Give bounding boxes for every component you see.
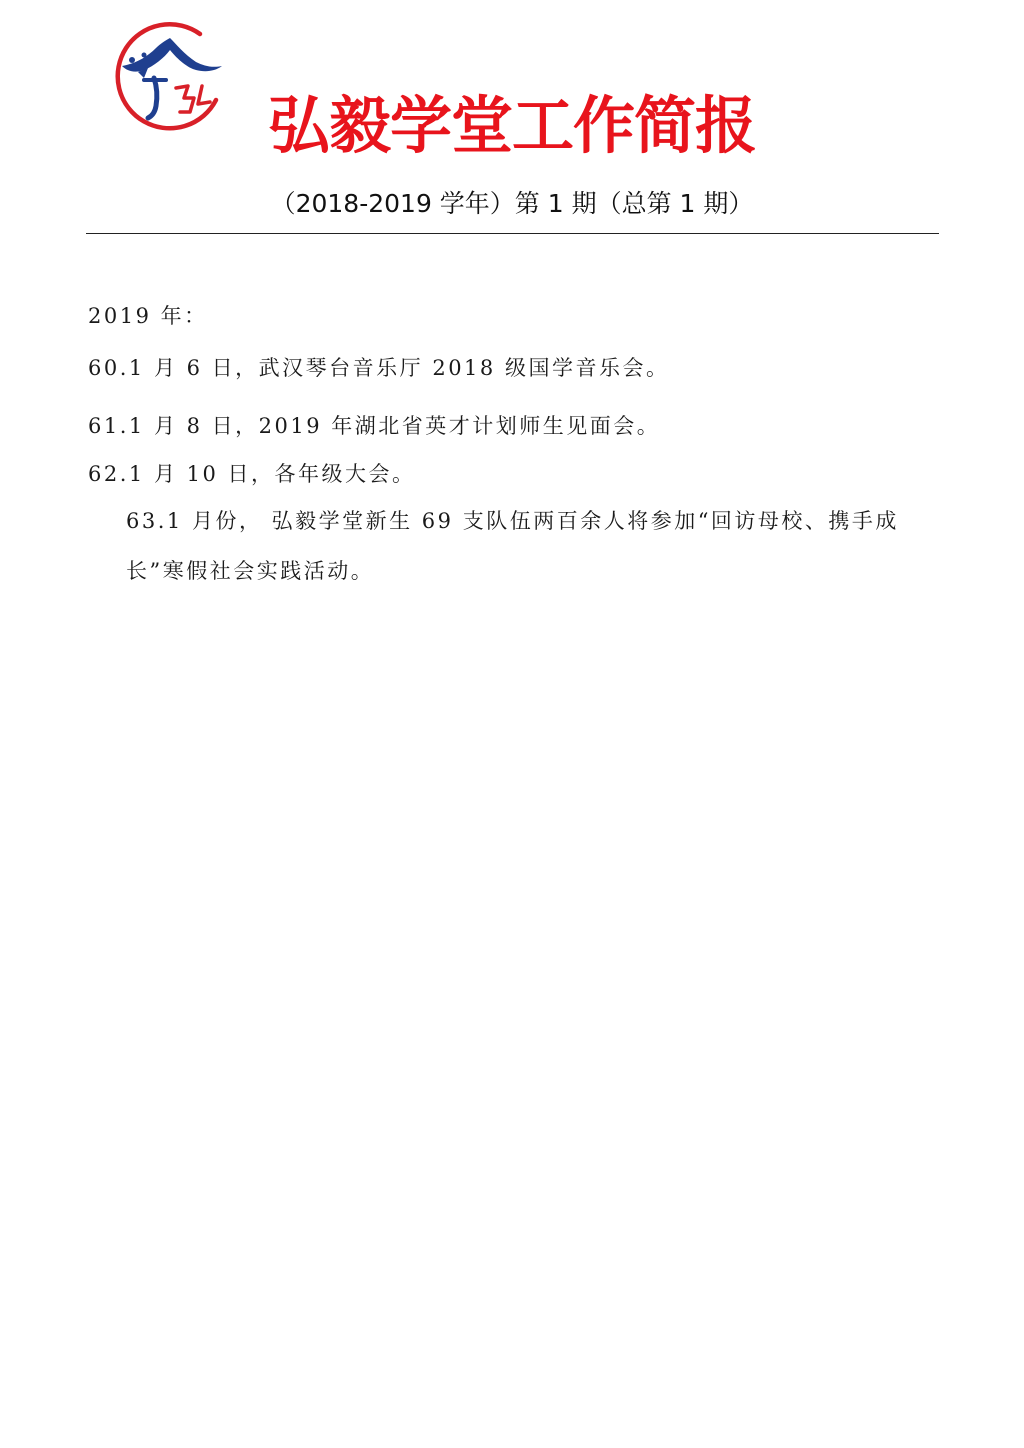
list-item <box>88 410 940 440</box>
item-text: 1 月 10 日，各年级大会。 <box>128 462 416 486</box>
page-title: 弘毅学堂工作简报 <box>268 89 757 162</box>
list-item <box>88 352 940 382</box>
item-text: 1 月 8 日，2019 年湖北省英才计划师生见面会。 <box>128 414 661 438</box>
item-number: 62. <box>88 462 129 486</box>
year-heading: 2019 年： <box>88 304 208 328</box>
list-item <box>88 458 940 488</box>
item-number: 63. <box>126 509 167 533</box>
item-number: 60. <box>88 356 129 380</box>
item-text: 1 月 6 日，武汉琴台音乐厅 2018 级国学音乐会。 <box>128 356 670 380</box>
header-divider <box>86 233 939 234</box>
item-text: 1 月份， 弘毅学堂新生 69 支队伍两百余人将参加“回访母校、携手成长”寒假社会实践活动。 <box>126 509 899 583</box>
list-item <box>88 496 940 596</box>
issue-subtitle: （2018-2019 学年）第 1 期（总第 1 期） <box>270 189 754 218</box>
item-number: 61. <box>88 414 129 438</box>
hongyi-logo-icon <box>104 22 228 132</box>
